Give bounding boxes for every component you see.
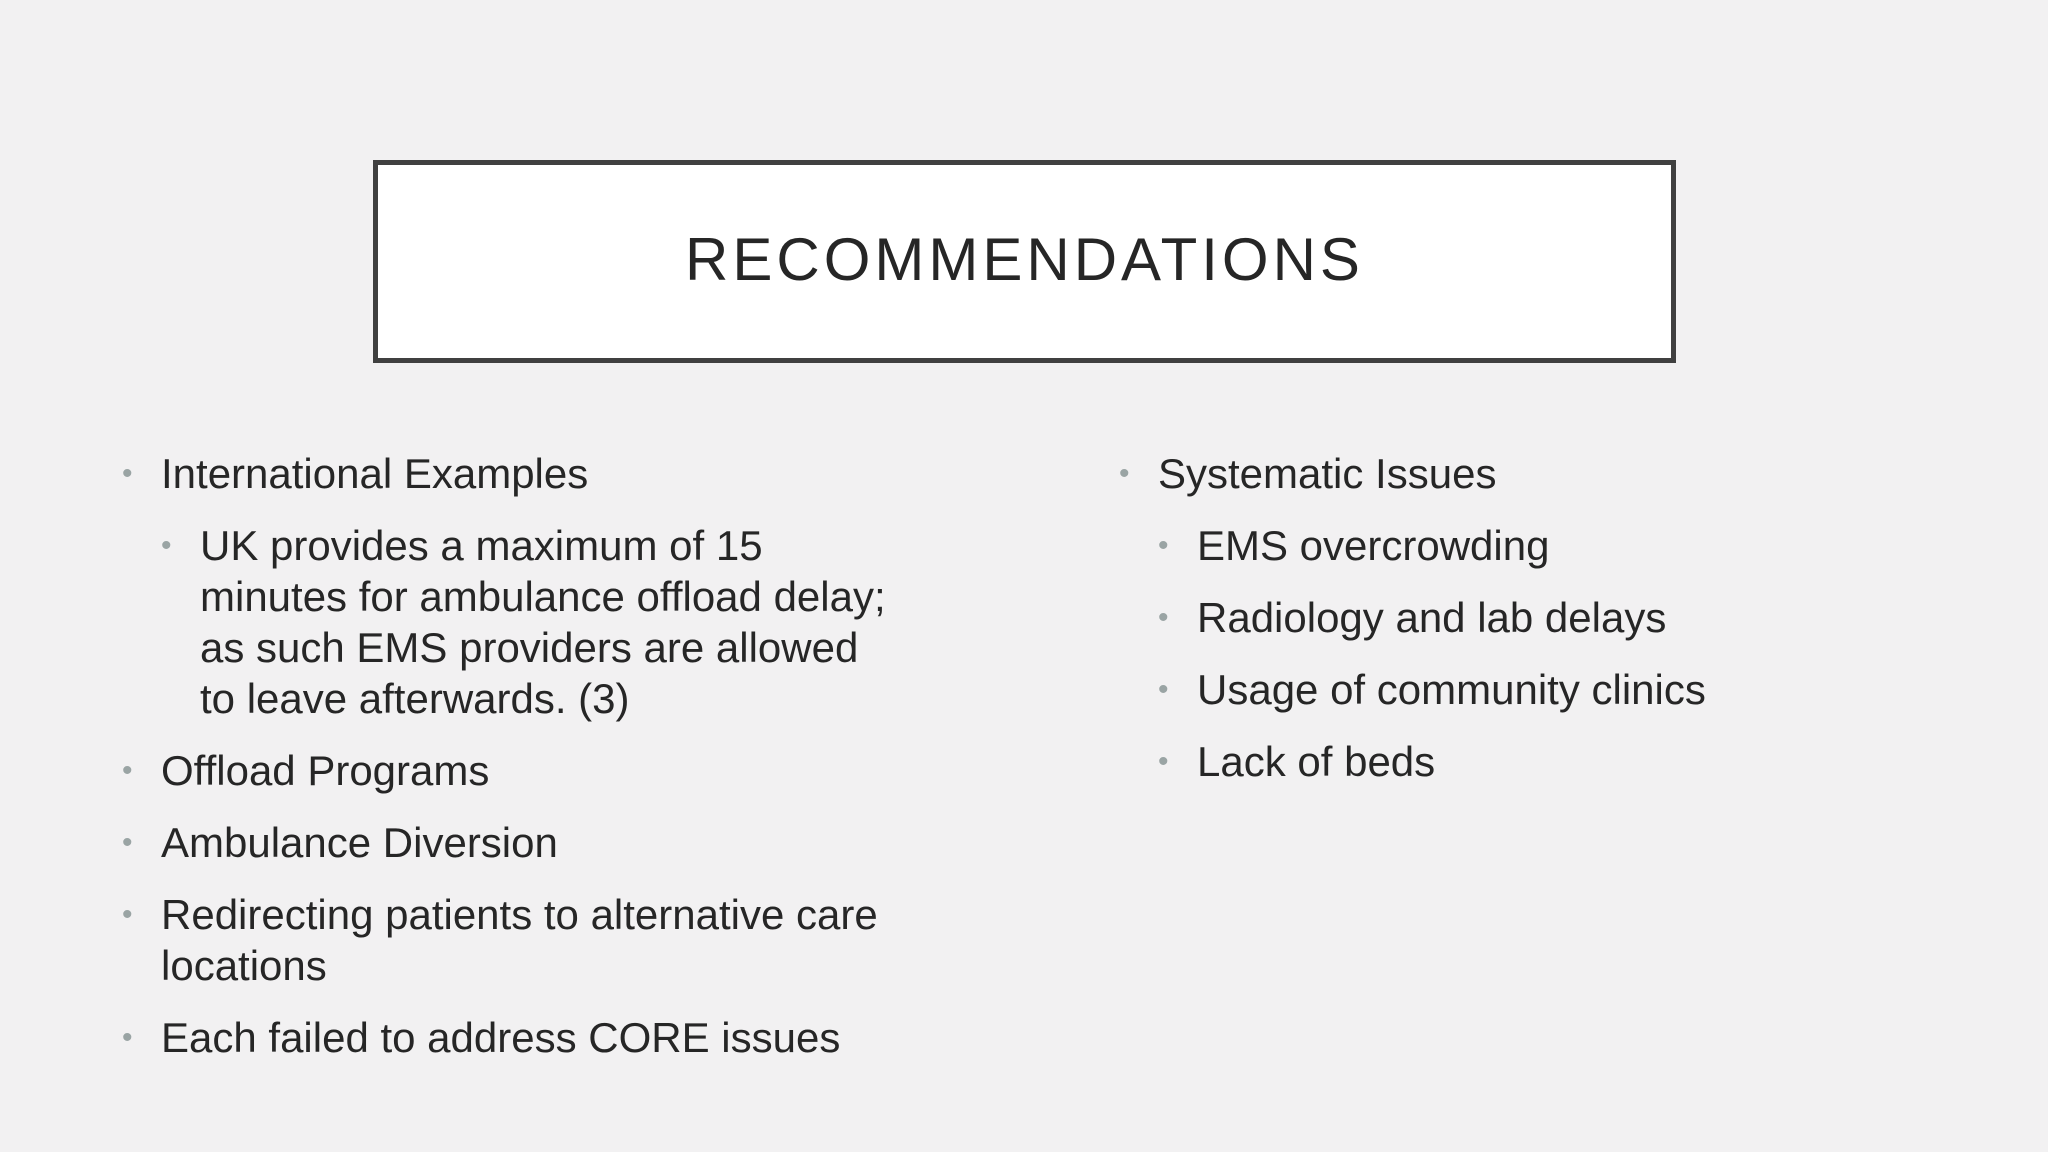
list-item-text: UK provides a maximum of 15 minutes for ambulance offload delay; as such EMS providers are allowed to leave afterwards. (3) xyxy=(200,522,886,722)
list-item xyxy=(120,520,900,724)
bullet-icon: • xyxy=(122,1021,133,1054)
left-column xyxy=(120,448,980,1084)
list-item-text: Each failed to address CORE issues xyxy=(161,1014,841,1061)
list-item-text: Offload Programs xyxy=(161,747,490,794)
list-item-text: Systematic Issues xyxy=(1158,450,1497,497)
list-item-text: Radiology and lab delays xyxy=(1197,594,1667,641)
list-item xyxy=(1117,448,1977,499)
title-box xyxy=(373,160,1676,363)
bullet-icon: • xyxy=(161,529,172,562)
bullet-icon: • xyxy=(1119,457,1130,490)
left-bullet-list xyxy=(120,448,980,1063)
list-item xyxy=(120,1012,980,1063)
list-item-text: International Examples xyxy=(161,450,589,497)
list-item-text: Lack of beds xyxy=(1197,738,1436,785)
list-item-text: Redirecting patients to alternative care locations xyxy=(161,891,878,989)
bullet-icon: • xyxy=(1158,673,1169,706)
bullet-icon: • xyxy=(122,898,133,931)
bullet-icon: • xyxy=(122,754,133,787)
bullet-icon: • xyxy=(122,457,133,490)
list-item xyxy=(120,448,980,499)
right-bullet-list xyxy=(1117,448,1977,787)
bullet-icon: • xyxy=(1158,745,1169,778)
list-item xyxy=(1117,736,1977,787)
bullet-icon: • xyxy=(122,826,133,859)
bullet-icon: • xyxy=(1158,529,1169,562)
list-item-text: Ambulance Diversion xyxy=(161,819,558,866)
list-item xyxy=(120,889,961,991)
right-column xyxy=(1117,448,1977,808)
list-item-text: EMS overcrowding xyxy=(1197,522,1550,569)
list-item-text: Usage of community clinics xyxy=(1197,666,1706,713)
list-item xyxy=(1117,664,1977,715)
list-item xyxy=(120,817,980,868)
bullet-icon: • xyxy=(1158,601,1169,634)
list-item xyxy=(1117,520,1977,571)
list-item xyxy=(120,745,980,796)
slide-title: RECOMMENDATIONS xyxy=(685,226,1364,293)
list-item xyxy=(1117,592,1977,643)
